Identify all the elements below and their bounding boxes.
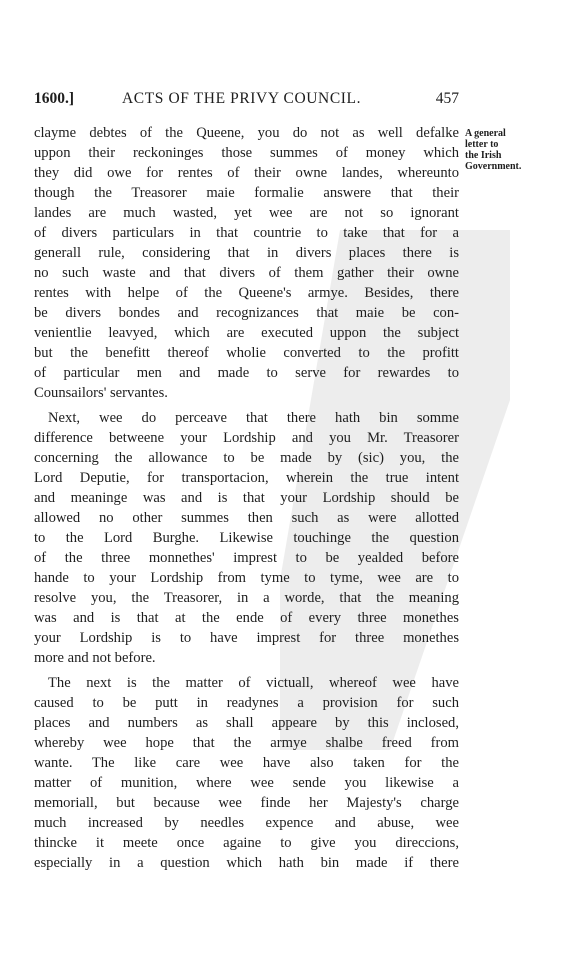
header-year: 1600.]: [34, 90, 75, 107]
text-line: allowed no other summes then such as were allotted: [34, 510, 459, 526]
text-line: landes are much wasted, yet wee are not so ignorant: [34, 205, 459, 221]
text-line: though the Treasorer maie formalie answere that their: [34, 185, 459, 201]
text-line: to the Lord Burghe. Likewise touchinge the question: [34, 530, 459, 546]
text-line: especially in a question which hath bin made if there: [34, 855, 459, 871]
text-line: Next, wee do perceave that there hath bin somme: [48, 410, 459, 426]
running-title: ACTS OF THE PRIVY COUNCIL.: [122, 90, 362, 107]
body-text: [34, 123, 459, 873]
text-line: Counsailors' servantes.: [34, 385, 168, 401]
text-line: memoriall, but because wee finde her Majesty's charge: [34, 795, 459, 811]
text-line: and meaninge was and is that your Lordship should be: [34, 490, 459, 506]
page-number: 457: [435, 90, 459, 107]
text-line: they did owe for rentes of their owne landes, whereunto: [34, 165, 459, 181]
text-line: your Lordship is to have imprest for three monethes: [34, 630, 459, 646]
text-line: much increased by needles expence and abuse, wee: [34, 815, 459, 831]
text-line: clayme debtes of the Queene, you do not as well defalke: [34, 125, 459, 141]
text-line: places and numbers as shall appeare by this inclosed,: [34, 715, 459, 731]
text-line: was and is that at the ende of every three monethes: [34, 610, 459, 626]
margin-note: [465, 128, 560, 172]
text-line: of divers particulars in that countrie to take that for a: [34, 225, 459, 241]
text-line: be divers bondes and recognizances that maie be con-: [34, 305, 459, 321]
text-line: Lord Deputie, for transportacion, wherein the true intent: [34, 470, 459, 486]
text-line: venientlie leavyed, which are executed uppon the subject: [34, 325, 459, 341]
text-line: concerning the allowance to be made by (sic) you, the: [34, 450, 459, 466]
paragraph-2: [34, 408, 459, 668]
margin-note-line: the Irish: [465, 150, 502, 161]
text-line: hande to your Lordship from tyme to tyme, wee are to: [34, 570, 459, 586]
text-line: The next is the matter of victuall, whereof wee have: [48, 675, 459, 691]
margin-note-line: Government.: [465, 161, 522, 172]
text-line: of the three monnethes' imprest to be yealded before: [34, 550, 459, 566]
text-line: but the benefitt thereof wholie converted to the profitt: [34, 345, 459, 361]
text-line: whereby wee hope that the armye shalbe freed from: [34, 735, 459, 751]
text-line: resolve you, the Treasorer, in a worde, that the meaning: [34, 590, 459, 606]
text-line: caused to be putt in readynes a provision for such: [34, 695, 459, 711]
text-line: matter of munition, where wee sende you likewise a: [34, 775, 459, 791]
text-line: more and not before.: [34, 650, 156, 666]
text-line: wante. The like care wee have also taken for the: [34, 755, 459, 771]
running-header: [34, 89, 459, 109]
text-line: generall rule, considering that in divers places there is: [34, 245, 459, 261]
margin-note-line: A general: [465, 128, 506, 139]
text-line: difference betweene your Lordship and you Mr. Treasorer: [34, 430, 459, 446]
text-line: of particular men and made to serve for rewardes to: [34, 365, 459, 381]
paragraph-1: [34, 123, 459, 403]
text-line: no such waste and that divers of them gather their owne: [34, 265, 459, 281]
margin-note-line: letter to: [465, 139, 499, 150]
text-line: rentes with helpe of the Queene's armye. Besides, there: [34, 285, 459, 301]
paragraph-3: [34, 673, 459, 873]
text-line: thincke it meete once againe to give you direccions,: [34, 835, 459, 851]
text-line: uppon their reckoninges those summes of money which: [34, 145, 459, 161]
